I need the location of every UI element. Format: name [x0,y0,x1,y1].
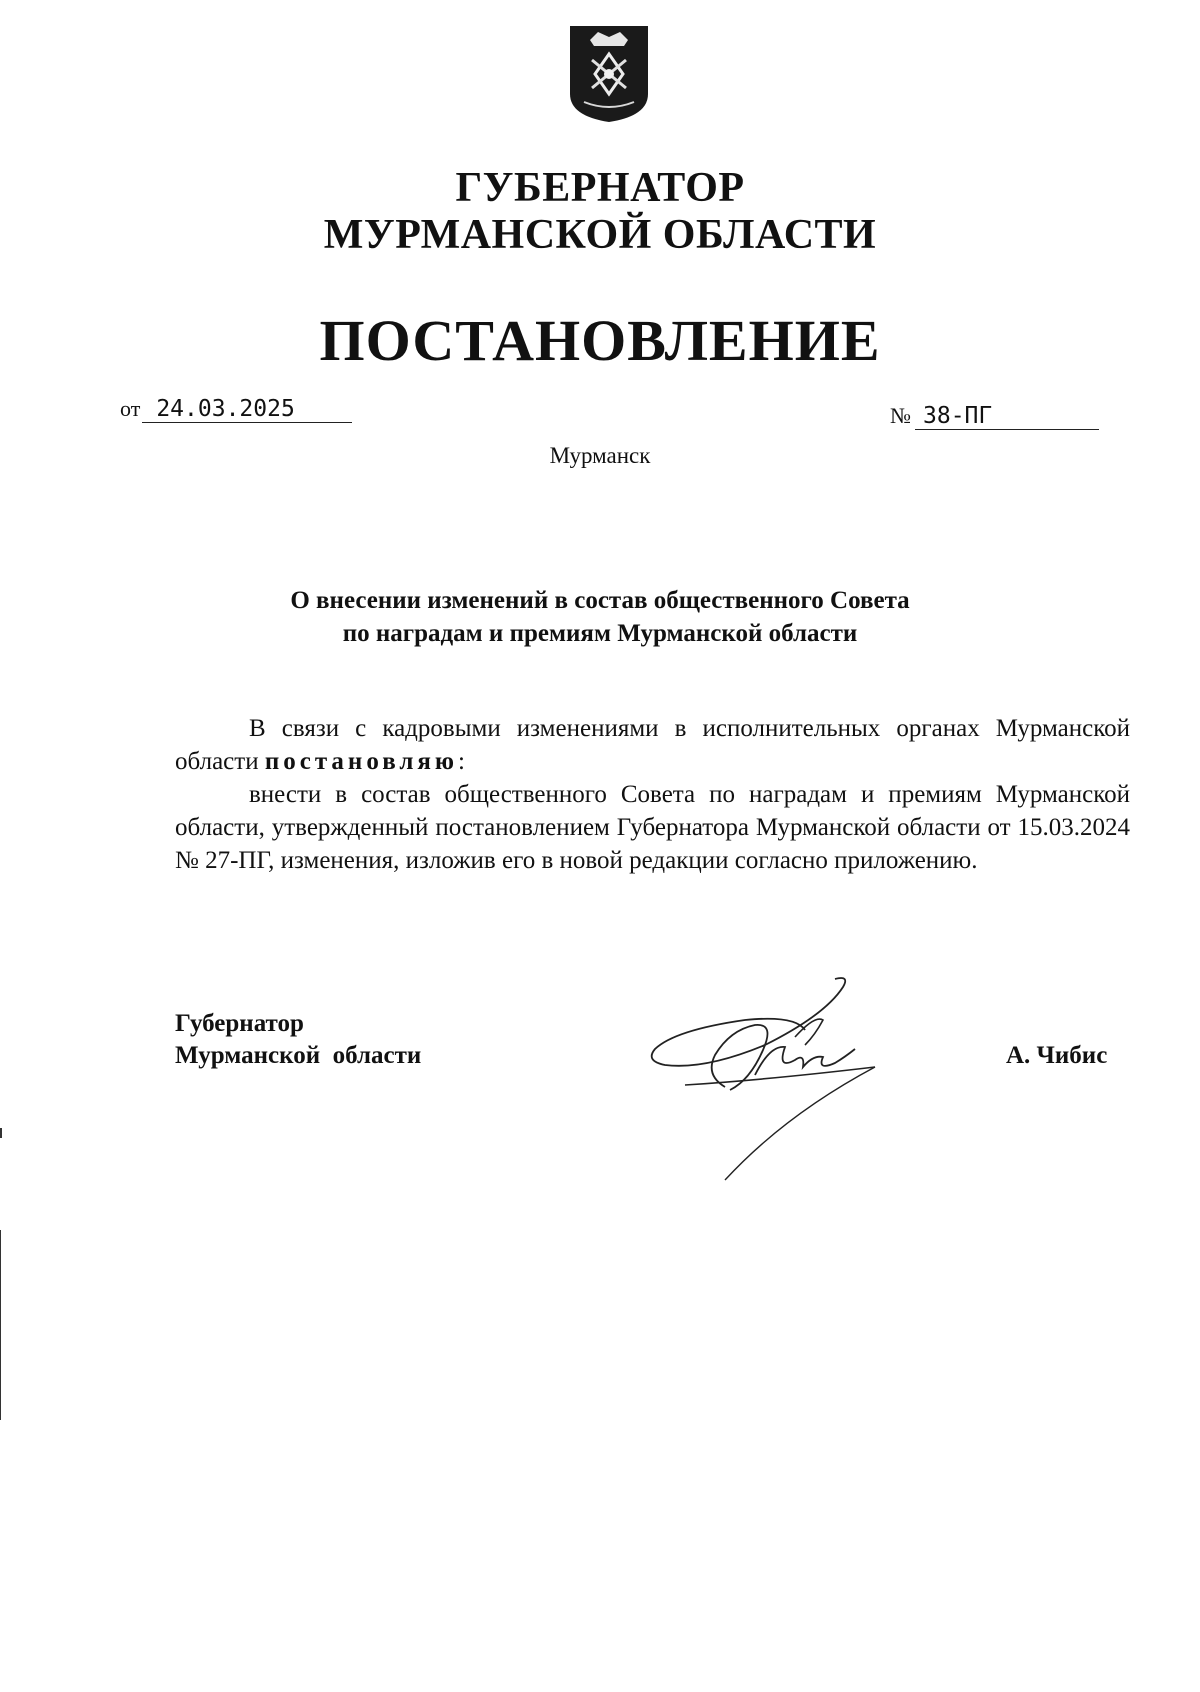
document-subject [0,584,1200,650]
scan-margin-mark [0,1230,1,1420]
signer-position-line-1: Губернатор [175,1010,304,1037]
preamble-text: В связи с кадровыми изменениями в исполнительных органах Мурманской области [175,715,1130,775]
issue-city: Мурманск [549,443,651,468]
document-number [890,402,1099,430]
issuer-region: МУРМАНСКОЙ ОБЛАСТИ [323,212,877,258]
document-type: ПОСТАНОВЛЕНИЕ [319,308,881,373]
signer-position [175,1008,421,1072]
scan-margin-mark [0,1128,2,1138]
preamble-colon: : [458,748,465,775]
resolution-keyword: постановляю [264,748,459,775]
document-date [120,395,352,423]
body-paragraph-2: внести в состав общественного Совета по наградам и премиям Мурманской области, утвержденный постановлением Губернатора Мурманской области от 15.03.2024 № 27-ПГ, изменения, изложив его в новой редакции согласно приложению. [175,781,1130,874]
number-prefix: № [890,403,911,428]
issuer-title: ГУБЕРНАТОР [455,165,745,211]
subject-line-1: О внесении изменений в состав общественного Совета [290,587,910,614]
date-value: 24.03.2025 [142,396,352,423]
subject-line-2: по наградам и премиям Мурманской области [342,620,858,647]
number-value: 38-ПГ [915,403,1099,430]
handwritten-signature [645,975,895,1185]
signer-position-line-2: Мурманской области [175,1042,422,1069]
coat-of-arms-icon [568,24,650,124]
document-body [175,712,1130,877]
date-prefix: от [120,396,141,421]
body-paragraph-1 [175,712,1130,778]
signer-name: А. Чибис [1006,1042,1108,1069]
